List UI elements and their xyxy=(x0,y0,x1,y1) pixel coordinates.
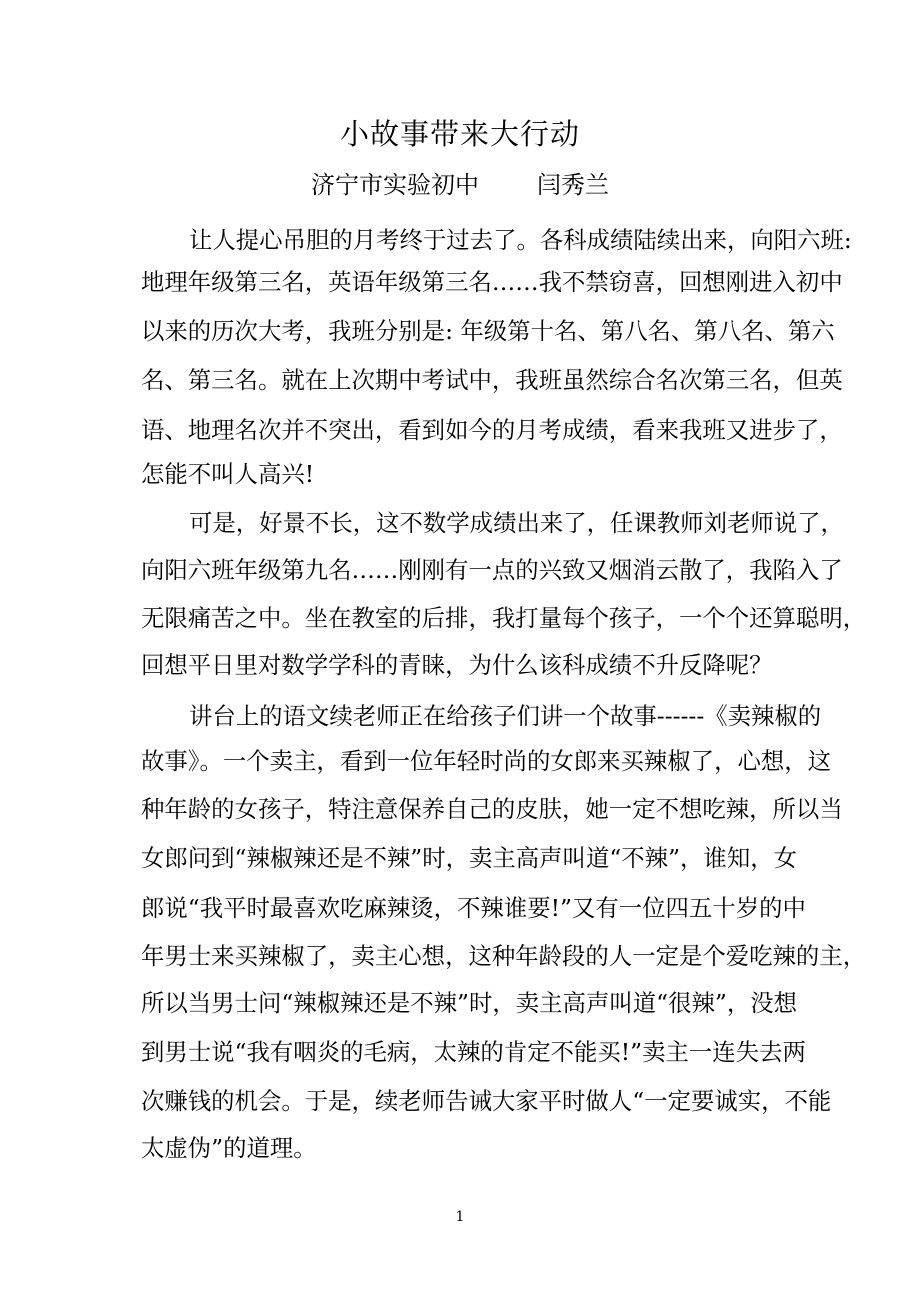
author-name: 闫秀兰 xyxy=(537,171,609,199)
text-line: 所以当男士问“辣椒辣还是不辣”时，卖主高声叫道“很辣”，没想 xyxy=(141,989,797,1017)
text-line: 名、第三名。就在上次期中考试中，我班虽然综合名次第三名，但英 xyxy=(141,366,843,394)
school-name: 济宁市实验初中 xyxy=(311,171,479,199)
text-line: 太虚伪”的道理。 xyxy=(141,1134,317,1162)
text-line: 可是，好景不长，这不数学成绩出来了，任课教师刘老师说了， xyxy=(189,509,844,537)
byline xyxy=(0,167,920,203)
page-title: 小故事带来大行动 xyxy=(339,117,580,151)
text-line: 到男士说“我有咽炎的毛病，太辣的肯定不能买!”卖主一连失去两 xyxy=(141,1038,806,1066)
page-number: 1 xyxy=(455,1209,465,1225)
text-line: 回想平日里对数学学科的青睐，为什么该科成绩不升反降呢？ xyxy=(141,651,773,679)
text-line: 种年龄的女孩子，特注意保养自己的皮肤，她一定不想吃辣，所以当 xyxy=(141,795,843,823)
text-line: 年男士来买辣椒了，卖主心想，这种年龄段的人一定是个爱吃辣的主， xyxy=(141,942,867,970)
text-line: 地理年级第三名，英语年级第三名……我不禁窃喜，回想刚进入初中 xyxy=(141,268,843,296)
text-line: 语、地理名次并不突出，看到如今的月考成绩，看来我班又进步了， xyxy=(141,416,843,444)
text-line: 向阳六班年级第九名……刚刚有一点的兴致又烟消云散了，我陷入了 xyxy=(141,556,843,584)
text-line: 怎能不叫人高兴! xyxy=(141,460,315,488)
text-line: 无限痛苦之中。坐在教室的后排，我打量每个孩子，一个个还算聪明， xyxy=(141,604,867,632)
text-line: 让人提心吊胆的月考终于过去了。各科成绩陆续出来，向阳六班: xyxy=(189,226,852,254)
text-line: 女郎问到“辣椒辣还是不辣”时，卖主高声叫道“不辣”，谁知，女 xyxy=(141,844,797,872)
text-line: 次赚钱的机会。于是，续老师告诫大家平时做人“一定要诚实，不能 xyxy=(141,1087,832,1115)
text-line: 以来的历次大考，我班分别是: 年级第十名、第八名、第八名、第六 xyxy=(141,317,835,345)
text-line: 郎说“我平时最喜欢吃麻辣烫，不辣谁要!”又有一位四五十岁的中 xyxy=(141,894,806,922)
text-line: 讲台上的语文续老师正在给孩子们讲一个故事------《卖辣椒的 xyxy=(189,702,822,730)
text-line: 故事》。一个卖主，看到一位年轻时尚的女郎来买辣椒了，心想，这 xyxy=(141,747,832,775)
